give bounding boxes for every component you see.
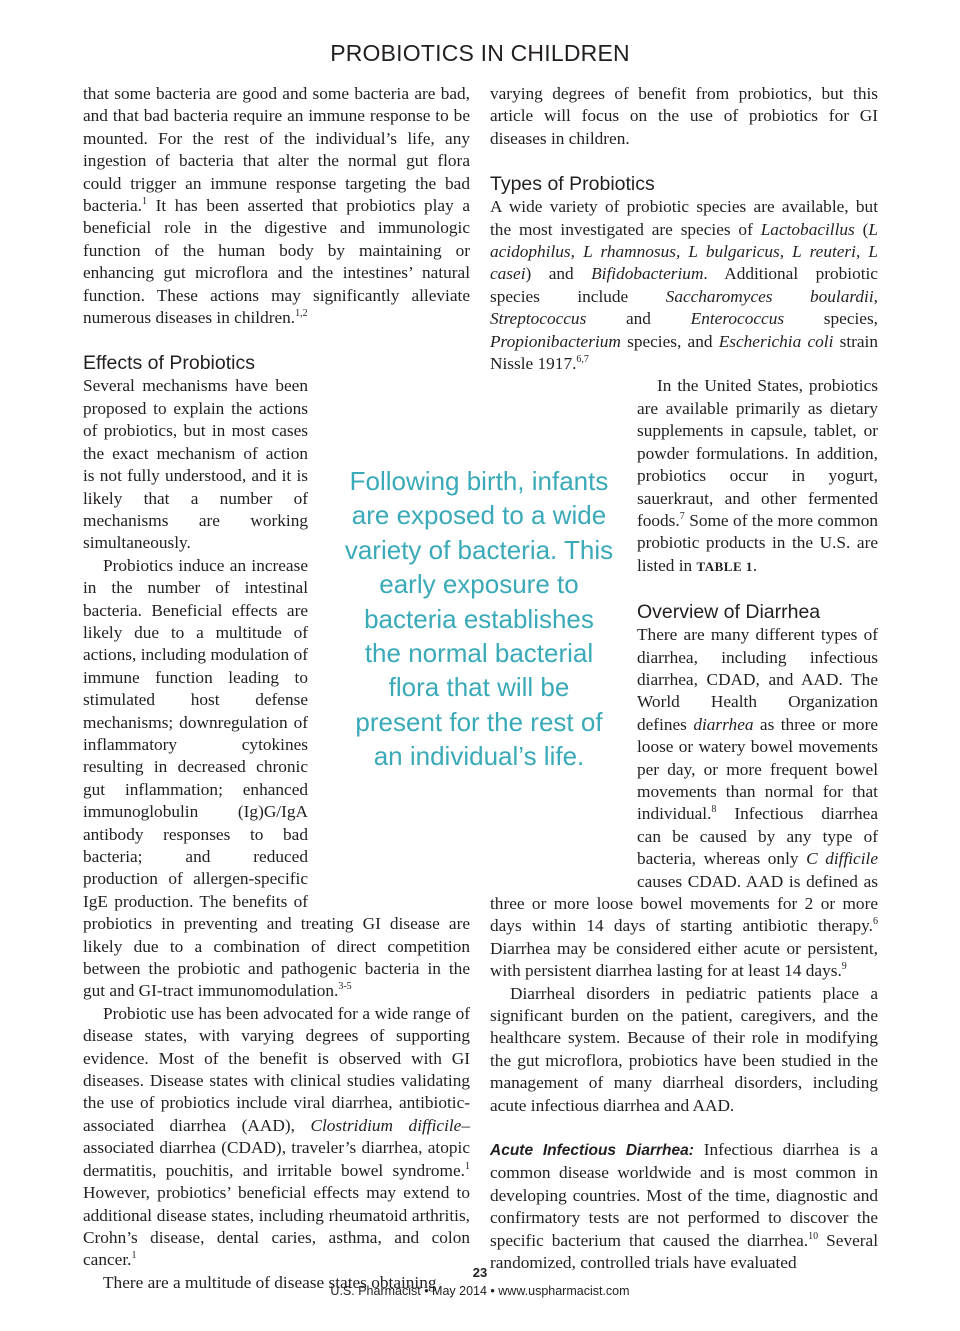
heading-effects-of-probiotics: Effects of Probiotics: [83, 352, 255, 375]
paragraph: Acute Infectious Diarrhea: Infectious diarrhea is a common disease worldwide and is most common in developing countries. Most of the time, diagnostic and confirmatory tests are not performed to discover the specific bacterium that caused the diarrhea.$^{10}$ Several randomized, controlled trials have evaluated: [490, 1140, 879, 1273]
paragraph: varying degrees of benefit from probiotics, but this article will focus on the use of probiotics for GI diseases in children.: [490, 84, 878, 148]
footer: U.S. Pharmacist • May 2014 • www.uspharmacist.com: [330, 1284, 630, 1298]
subheading-acute-infectious-diarrhea: Acute Infectious Diarrhea:: [490, 1142, 694, 1160]
heading-types-of-probiotics: Types of Probiotics: [490, 173, 655, 196]
paragraph: that some bacteria are good and some bacteria are bad, and that bad bacteria require an immune response to be mounted. For the rest of the individual’s life, any ingestion of bacteria that alter the normal gut flora could trigger an immune response targeting the bad bacteria.$^1$ It has been asserted that probiotics play a beneficial role in the digestive and immunologic function of the human body by maintaining or enhancing gut microflora and the intestines’ natural function. These actions may significantly alleviate numerous diseases in children.$^{1,2}$: [83, 84, 470, 328]
paragraph: In the United States, probiotics are available primarily as dietary supplements in capsule, tablet, or powder formulations. In addition, probiotics occur in yogurt, sauerkraut, and other fermented foods.$^7$ Some of the more common probiotic products in the U.S. are listed in TABLE 1.: [637, 376, 878, 575]
paragraph: Probiotics induce an increase in the number of intestinal bacteria. Beneficial effects are likely due to a multitude of actions, including modulation of immune function leading to stimulated host defense mechanisms; downregulation of inflammatory cytokines resulting in decreased chronic gut inflammation; enhanced immunoglobulin (Ig)G/IgA antibody responses to bad bacteria; and reduced production of allergen-specific IgE production. The benefits of probiotics in preventing and treating GI disease are likely due to a combination of direct competition between the probiotic and pathogenic bacteria in the gut and GI-tract immunomodulation.$^{3-5}$: [83, 555, 470, 1001]
running-head: PROBIOTICS IN CHILDREN: [330, 40, 630, 66]
paragraph: Diarrheal disorders in pediatric patients place a significant burden on the patient, caregivers, and the healthcare system. Because of their role in modifying the gut microflora, probiotics have been studied in the management of many diarrheal disorders, including acute infectious diarrhea and AAD.: [490, 983, 878, 1115]
paragraph: There are many different types of diarrhea, including infectious diarrhea, CDAD, and AAD. The World Health Organization defines diarrhea as three or more loose or watery bowel movements per day, or more frequent bowel movements than normal for that individual.$^8$ Infectious diarrhea can be caused by any type of bacteria, whereas only C difficile causes CDAD. AAD is defined as three or more loose bowel movements for 2 or more days within 14 days of starting antibiotic therapy.$^6$ Diarrhea may be considered either acute or persistent, with persistent diarrhea lasting for at least 14 days.$^9$: [490, 625, 878, 981]
pull-quote: Following birth, infants are exposed to a wide variety of bacteria. This early exposure to bacteria establishes the normal bacterial flora that will be present for the rest of an individual’s life.: [344, 466, 614, 772]
paragraph: There are a multitude of disease states obtaining: [103, 1272, 437, 1292]
heading-overview-of-diarrhea: Overview of Diarrhea: [637, 601, 821, 624]
page-number: 23: [472, 1265, 488, 1280]
table-reference: TABLE 1: [696, 558, 753, 574]
paragraph: Probiotic use has been advocated for a wide range of disease states, with varying degrees of supporting evidence. Most of the benefit is observed with GI diseases. Disease states with clinical studies validating the use of probiotics include viral diarrhea, antibiotic-associated diarrhea (AAD), Clostridium difficile–associated diarrhea (CDAD), traveler’s diarrhea, atopic dermatitis, pouchitis, and irritable bowel syndrome.$^1$ However, probiotics’ beneficial effects may extend to additional disease states, including rheumatoid arthritis, Crohn’s disease, dental caries, asthma, and colon cancer.$^1$: [83, 1003, 470, 1270]
paragraph: A wide variety of probiotic species are available, but the most investigated are species of Lactobacillus (L acidophilus, L rhamnosus, L bulgaricus, L reuteri, L casei) and Bifidobacterium. Additional probiotic species include Saccharomyces boulardii, Streptococcus and Enterococcus species, Propionibacterium species, and Escherichia coli strain Nissle 1917.$^{6,7}$: [490, 197, 879, 374]
paragraph: Several mechanisms have been proposed to explain the actions of probiotics, but in most cases the exact mechanism of action is not fully understood, and it is likely that a number of mechanisms are working simultaneously.: [83, 376, 308, 553]
